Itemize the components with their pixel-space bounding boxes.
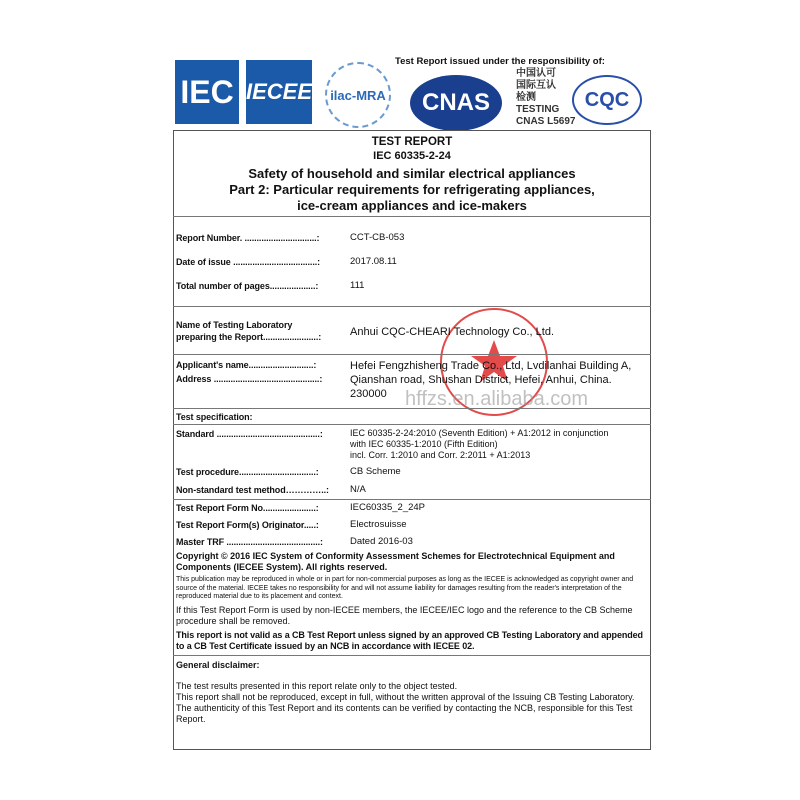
standard-value-1: IEC 60335-2-24:2010 (Seventh Edition) + A1:2012 in conjunction [350,428,609,438]
report-title: TEST REPORT [371,136,453,148]
date-label: Date of issue ...................................: [176,257,321,267]
cn-line: 国际互认 [516,80,556,91]
nonstandard-value: N/A [350,484,366,495]
iec-logo: IEC [175,60,239,124]
trf-no-row [176,502,425,514]
report-subject-1: Safety of household and similar electrical appliances [248,166,576,181]
pages-row [176,280,364,292]
lab-value: Anhui CQC-CHEARI Technology Co., Ltd. [350,326,554,338]
procedure-label: Test procedure................................: [176,467,319,477]
divider [173,655,651,656]
standard-label: Standard ...........................................: [176,429,323,439]
non-member-text: If this Test Report Form is used by non-IECEE members, the IECEE/IEC logo and the reference to the CB Scheme procedure shall be removed. [176,604,633,626]
procedure-value: CB Scheme [350,466,401,477]
publication-text: This publication may be reproduced in whole or in part for non-commercial purposes as long as the IECEE is acknowledged as copyright owner and source of the material. IECEE takes no responsibility for and will not assume liability for damages resulting from the reader's interpretation of the reproduced material due to its placement and context. [176,576,634,600]
test-spec-heading: Test specification: [176,412,253,422]
lab-row [176,319,554,343]
ilac-mra-logo: ilac-MRA [325,62,391,128]
disclaimer-text-1: The test results presented in this report relate only to the object tested. [176,680,458,691]
lab-label-group [176,319,344,343]
disclaimer-title: General disclaimer: [176,659,260,670]
standard-value-2: with IEC 60335-1:2010 (Fifth Edition) [350,439,498,449]
divider [173,306,651,307]
report-subject-3: ice-cream appliances and ice-makers [297,198,527,213]
validity-text: This report is not valid as a CB Test Report unless signed by an approved CB Testing Laboratory and appended to a CB Test Certificate issued by an NCB in accordance with IECEE 02. [176,629,643,651]
originator-label: Test Report Form(s) Originator.....: [176,520,319,530]
nonstandard-label: Non-standard test method…………..: [176,485,329,495]
cqc-logo: CQC [572,75,642,125]
watermark: hffzs.en.alibaba.com [405,388,589,410]
cn-line: 检测 [516,92,536,103]
applicant-label-group [176,359,344,385]
cn-line: CNAS L5697 [516,116,576,127]
nonstandard-row [176,484,366,496]
standard-value-group [350,428,608,461]
procedure-row [176,466,401,478]
master-trf-row [176,536,413,548]
report-number-row [176,232,404,244]
originator-row [176,519,407,531]
standard-row [176,428,608,461]
report-number-label: Report Number. ..............................: [176,233,320,243]
date-row [176,256,397,268]
trf-no-label: Test Report Form No......................: [176,503,319,513]
report-number-value: CCT-CB-053 [350,232,405,243]
lab-label-2: preparing the Report.......................: [176,332,322,342]
test-spec-row [176,411,344,423]
applicant-label: Applicant's name...........................: [176,360,317,370]
address-label: Address ............................................: [176,374,323,384]
divider [173,499,651,500]
report-standard: IEC 60335-2-24 [373,150,451,162]
copyright-text: Copyright © 2016 IEC System of Conformity Assessment Schemes for Electrotechnical Equipment and Components (IECEE System). All rights reserved. [176,551,615,572]
responsibility-text: Test Report issued under the responsibility of: [395,56,605,67]
divider [173,424,651,425]
cn-line: 中国认可 [516,68,556,79]
divider [173,408,651,409]
address-postcode: 230000 [350,388,387,400]
cn-line: TESTING [516,104,560,115]
originator-value: Electrosuisse [350,519,407,530]
date-value: 2017.08.11 [350,256,397,267]
iecee-logo: IECEE [246,60,312,124]
notices-section [176,551,648,728]
pages-value: 111 [350,280,365,291]
standard-value-3: incl. Corr. 1:2010 and Corr. 2:2011 + A1:2013 [350,450,531,460]
cnas-logo: CNAS [410,75,502,131]
master-trf-label: Master TRF .......................................: [176,537,323,547]
lab-label: Name of Testing Laboratory [176,320,293,330]
divider [173,216,651,217]
disclaimer-text-2: This report shall not be reproduced, except in full, without the written approval of the Issuing CB Testing Laboratory. The authenticity of this Test Report and its contents can be verified by contacting the NCB, responsible for this Test Report. [176,691,635,724]
pages-label: Total number of pages...................: [176,281,319,291]
master-trf-value: Dated 2016-03 [350,536,413,547]
applicant-value: Hefei Fengzhisheng Trade Co., Ltd, Lvdilanhai Building A, [350,360,632,372]
report-subject-2: Part 2: Particular requirements for refrigerating appliances, [229,182,595,197]
divider [173,354,651,355]
cnas-accreditation-text [516,68,575,128]
address-value: Qianshan road, Shushan District, Hefei, Anhui, China. [350,374,612,386]
trf-no-value: IEC60335_2_24P [350,502,426,513]
